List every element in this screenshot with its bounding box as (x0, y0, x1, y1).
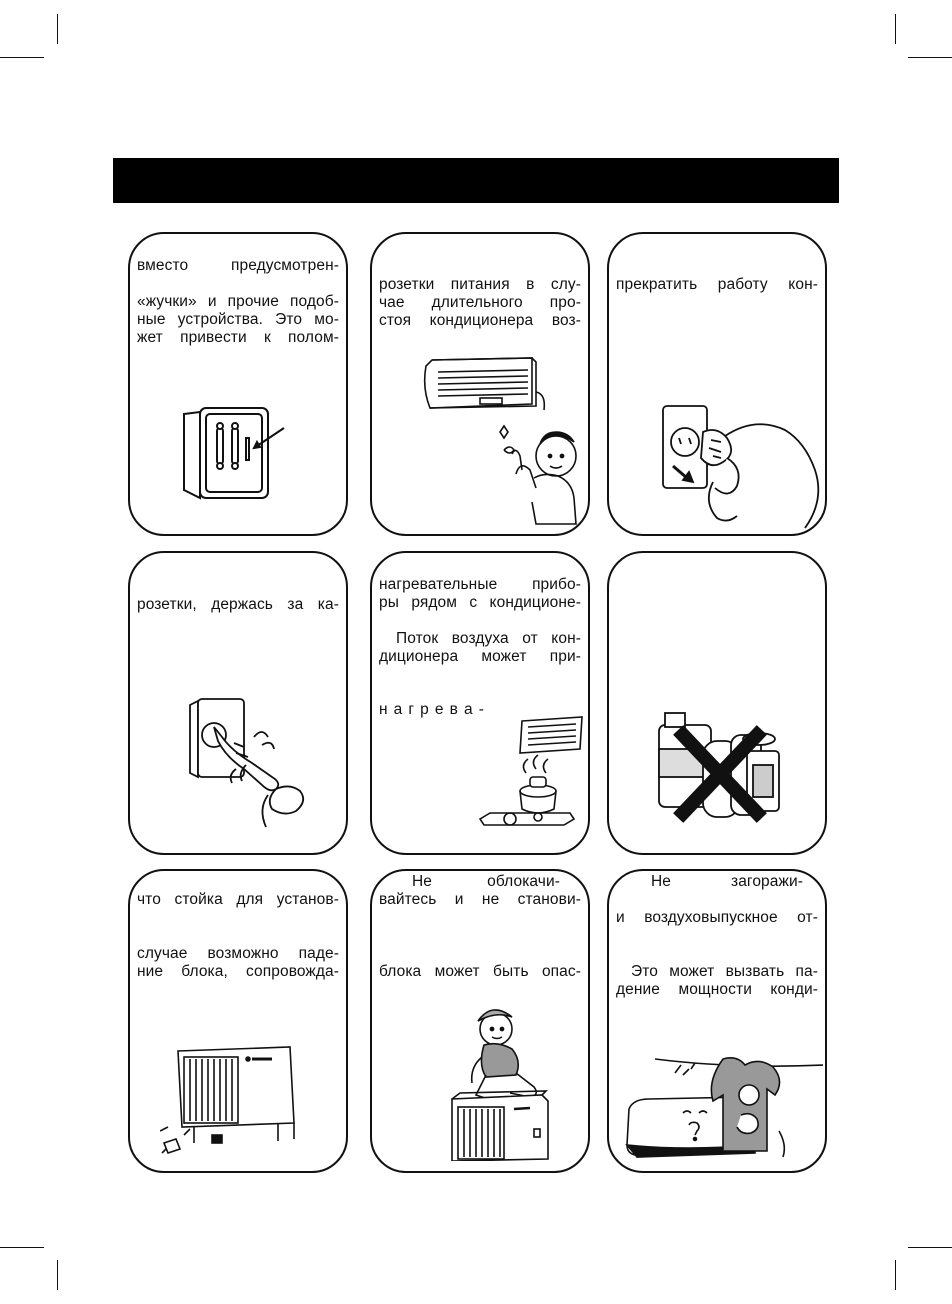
card-fuse (128, 232, 348, 536)
unplug-idle-ac-icon (416, 352, 586, 528)
card-heater-near-ac (370, 551, 590, 855)
card-text-line: «жучки» и прочие подоб- (137, 293, 339, 310)
no-flammables-icon (647, 711, 797, 823)
card-text-line: розетки питания в слу- (379, 276, 581, 293)
crop-mark (57, 1260, 58, 1290)
pull-by-cord-icon (184, 697, 324, 831)
blocked-outlet-icon (623, 1051, 823, 1165)
card-child-on-unit (370, 869, 590, 1173)
crop-mark (895, 14, 896, 44)
card-text-line: ные устройства. Это мо- (137, 311, 339, 328)
card-text-line: вместо предусмотрен- (137, 257, 339, 274)
crop-mark (895, 1260, 896, 1290)
heater-near-ac-icon (476, 713, 586, 839)
card-falling-outdoor-unit (128, 869, 348, 1173)
falling-outdoor-unit-icon (160, 1037, 310, 1155)
crop-mark (908, 1247, 952, 1248)
card-text-line: ры рядом с кондиционе- (379, 594, 581, 611)
card-text-line: что стойка для установ- (137, 891, 339, 908)
crop-mark (0, 1247, 44, 1248)
card-text-line: вайтесь и не станови- (379, 891, 581, 908)
card-pull-by-cord (128, 551, 348, 855)
card-text-line: жет привести к полом- (137, 329, 339, 346)
card-text-line: Не загоражи- (651, 873, 803, 890)
card-text-line: стоя кондиционера воз- (379, 312, 581, 329)
card-text-line: диционера может при- (379, 648, 581, 665)
card-text-line: Поток воздуха от кон- (396, 630, 581, 647)
crop-mark (908, 57, 952, 58)
crop-mark (0, 57, 44, 58)
card-text-line: н а г р е в а - (379, 701, 484, 718)
card-text-line: и воздуховыпускное от- (616, 909, 818, 926)
card-text-line: розетки, держась за ка- (137, 596, 339, 613)
card-no-flammables (607, 551, 827, 855)
card-text-line: Не облокачи- (412, 873, 560, 890)
section-banner (113, 158, 839, 203)
card-text-line: прекратить работу кон- (616, 276, 818, 293)
card-text-line: чае длительного про- (379, 294, 581, 311)
card-text-line: Это может вызвать па- (631, 963, 818, 980)
child-on-unit-icon (430, 1001, 570, 1161)
card-text-line: ние блока, сопровожда- (137, 963, 339, 980)
card-blocked-outlet (607, 869, 827, 1173)
pull-plug-icon (655, 402, 825, 532)
card-text-line: дение мощности конди- (616, 981, 818, 998)
card-unplug-idle (370, 232, 590, 536)
card-pull-plug (607, 232, 827, 536)
crop-mark (57, 14, 58, 44)
card-text-line: блока может быть опас- (379, 963, 581, 980)
card-text-line: нагревательные прибо- (379, 576, 581, 593)
fuse-socket-icon (180, 404, 290, 504)
card-text-line: случае возможно паде- (137, 945, 339, 962)
